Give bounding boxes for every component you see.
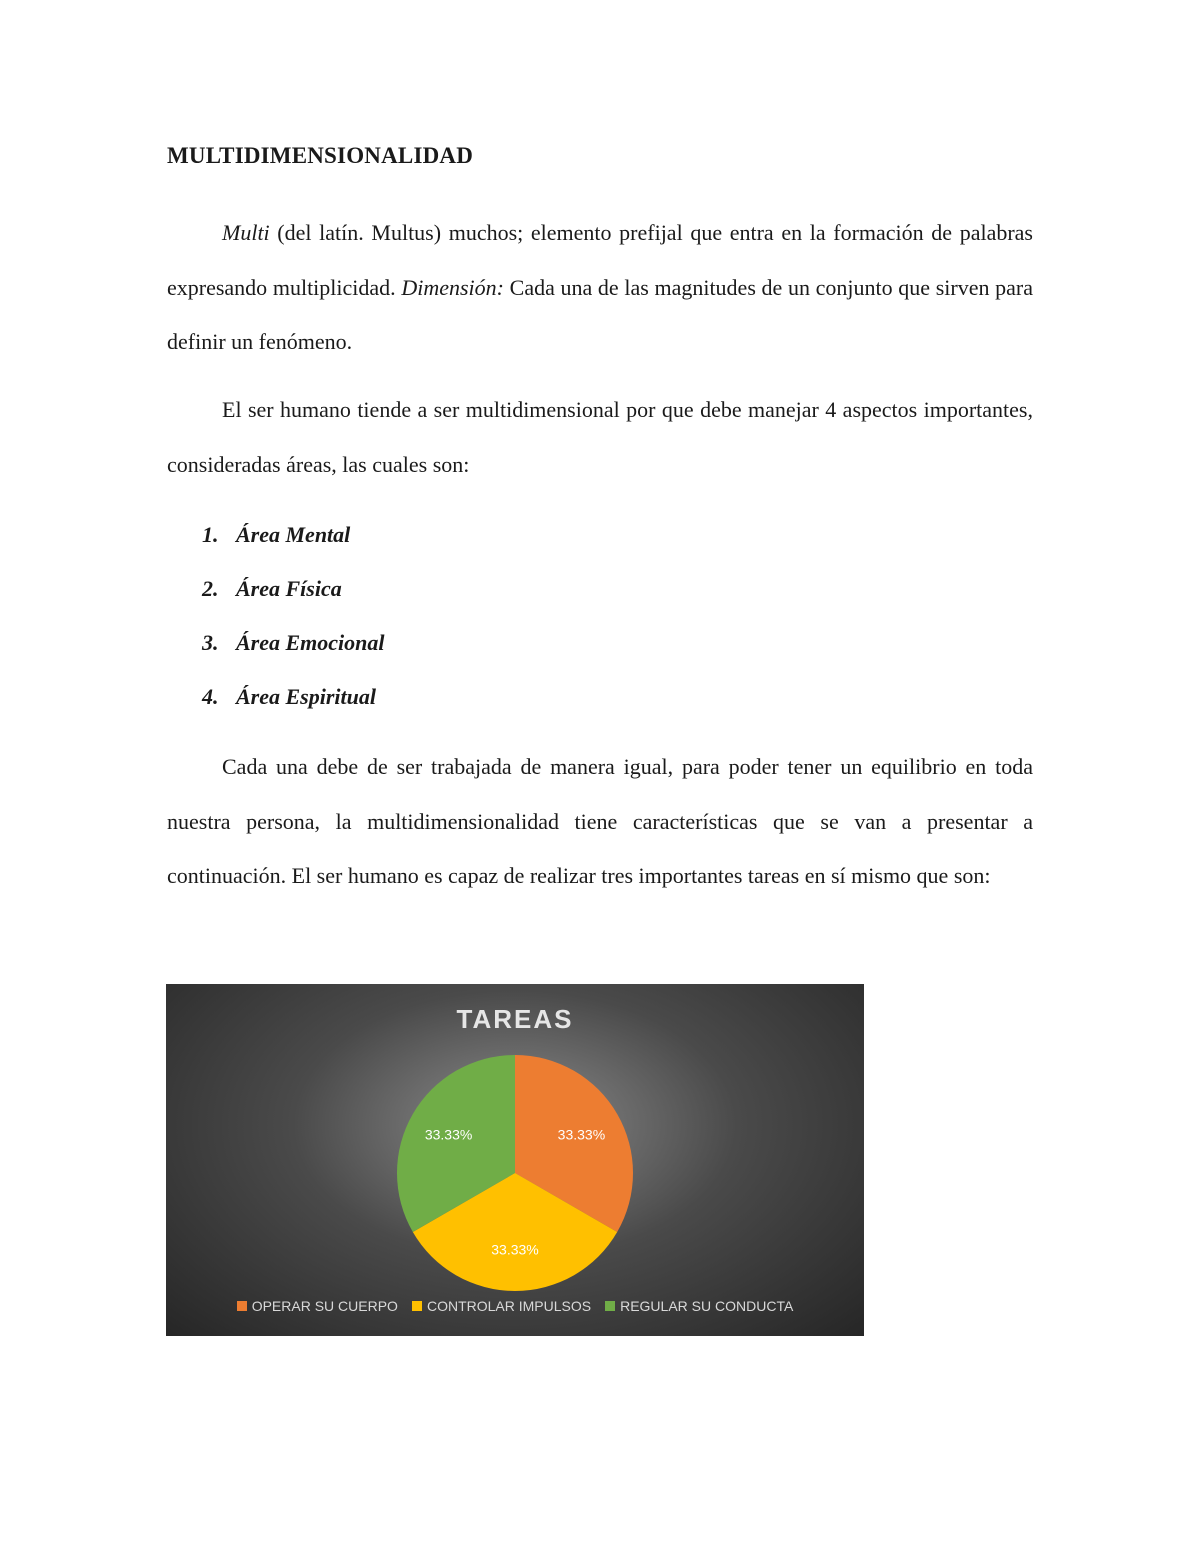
list-item-label: Área Espiritual bbox=[236, 684, 376, 709]
legend-item bbox=[605, 1298, 793, 1314]
chart-legend bbox=[166, 1298, 864, 1314]
legend-swatch bbox=[237, 1301, 247, 1311]
legend-label: CONTROLAR IMPULSOS bbox=[426, 1298, 592, 1314]
legend-swatch bbox=[605, 1301, 615, 1311]
list-item-label: Área Mental bbox=[236, 522, 351, 547]
legend-swatch bbox=[412, 1301, 422, 1311]
legend-label: OPERAR SU CUERPO bbox=[251, 1298, 398, 1314]
document-title: MULTIDIMENSIONALIDAD bbox=[167, 143, 474, 168]
legend-item bbox=[237, 1298, 398, 1314]
list-item bbox=[202, 616, 385, 670]
legend-label: REGULAR SU CONDUCTA bbox=[620, 1298, 794, 1314]
slice-data-label: 33.33% bbox=[491, 1241, 539, 1258]
list-item bbox=[202, 508, 385, 562]
definition-paragraph bbox=[167, 206, 1033, 370]
term-dimension: Dimensión: bbox=[401, 274, 504, 300]
list-item-label: Área Física bbox=[236, 576, 342, 601]
slice-data-label: 33.33% bbox=[424, 1126, 473, 1143]
list-item-number: 1. bbox=[202, 522, 219, 547]
list-item bbox=[202, 562, 385, 616]
list-item bbox=[202, 670, 385, 724]
legend-item bbox=[412, 1298, 591, 1314]
slice-data-label: 33.33% bbox=[557, 1126, 606, 1143]
intro-paragraph: El ser humano tiende a ser multidimensional por que debe manejar 4 aspectos importantes, consideradas áreas, las cuales son: bbox=[167, 397, 1033, 477]
list-item-number: 2. bbox=[202, 576, 219, 601]
tasks-pie-chart bbox=[166, 984, 864, 1336]
definition-text-1: (del latín. Multus) muchos; elemento prefijal que entra en la formación de palabras expresando multiplicidad. bbox=[167, 220, 1033, 300]
list-item-number: 4. bbox=[202, 684, 219, 709]
tasks-paragraph: Cada una debe de ser trabajada de manera igual, para poder tener un equilibrio en toda nuestra persona, la multidimensionalidad tiene características que se van a presentar a continuación. El ser humano es capaz de realizar tres importantes tareas en sí mismo que son: bbox=[167, 754, 1033, 888]
chart-title: TAREAS bbox=[456, 1004, 574, 1034]
list-item-number: 3. bbox=[202, 630, 219, 655]
definition-text-2: Cada una de las magnitudes de un conjunto que sirven para definir un fenómeno. bbox=[167, 274, 1033, 354]
areas-list bbox=[202, 508, 385, 724]
pie-canvas bbox=[166, 984, 864, 1336]
term-multi: Multi bbox=[222, 220, 270, 245]
list-item-label: Área Emocional bbox=[236, 630, 385, 655]
